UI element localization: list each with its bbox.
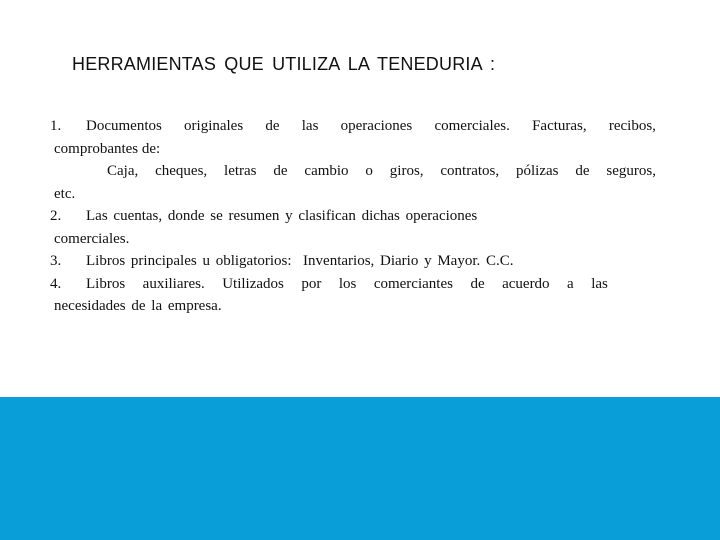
word: de [470,275,485,292]
item-1-number: 1. [50,118,62,134]
word: los [338,275,357,292]
footer-band [0,397,720,540]
item-3-line-1 [50,250,656,273]
item-3-text-line-1: Libros principales u obligatorios: Inventarios, Diario y Mayor. C.C. [86,253,514,269]
word: acuerdo [502,275,550,292]
word: originales [184,118,244,134]
item-1-line-4: etc. [54,185,76,202]
word: a [567,275,574,292]
word: o [365,163,373,179]
item-2-number: 2. [50,208,62,224]
item-4-line-2: necesidades de la empresa. [54,298,222,314]
word: recibos, [608,118,656,134]
word: cambio [304,163,349,179]
item-3-number: 3. [50,253,62,269]
item-2-line-2: comerciales. [54,230,130,247]
word: contratos, [440,163,500,179]
item-4-line-1 [50,273,608,296]
item-4-text-line-1 [86,273,608,296]
slide-title: HERRAMIENTAS QUE UTILIZA LA TENEDURIA : [72,54,496,74]
word: comerciantes [373,275,453,292]
item-2-line-1 [50,205,656,228]
word: cheques, [155,163,208,179]
word: pólizas [515,163,559,179]
item-1-line-3 [50,160,656,183]
item-2-text-line-1: Las cuentas, donde se resumen y clasifican dichas operaciones [86,208,478,224]
word: de [273,163,288,179]
item-1-line-1 [50,115,656,138]
word: Documentos [86,118,162,134]
word: giros, [389,163,424,179]
item-1-line-2: comprobantes de: [54,140,161,157]
item-1-text-line-1 [86,115,656,138]
word: operaciones [340,118,413,134]
slide-body [50,115,656,318]
word: de [575,163,590,179]
word: por [301,275,322,292]
word: Caja, [107,163,139,179]
item-4-number: 4. [50,275,62,292]
word: Libros [86,275,126,292]
word: las [301,118,319,134]
word: de [265,118,280,134]
word: letras [224,163,257,179]
word: las [591,275,608,292]
word: Facturas, [532,118,587,134]
word: auxiliares. [142,275,205,292]
word: Utilizados [222,275,284,292]
word: comerciales. [434,118,510,134]
word: seguros, [606,163,656,179]
